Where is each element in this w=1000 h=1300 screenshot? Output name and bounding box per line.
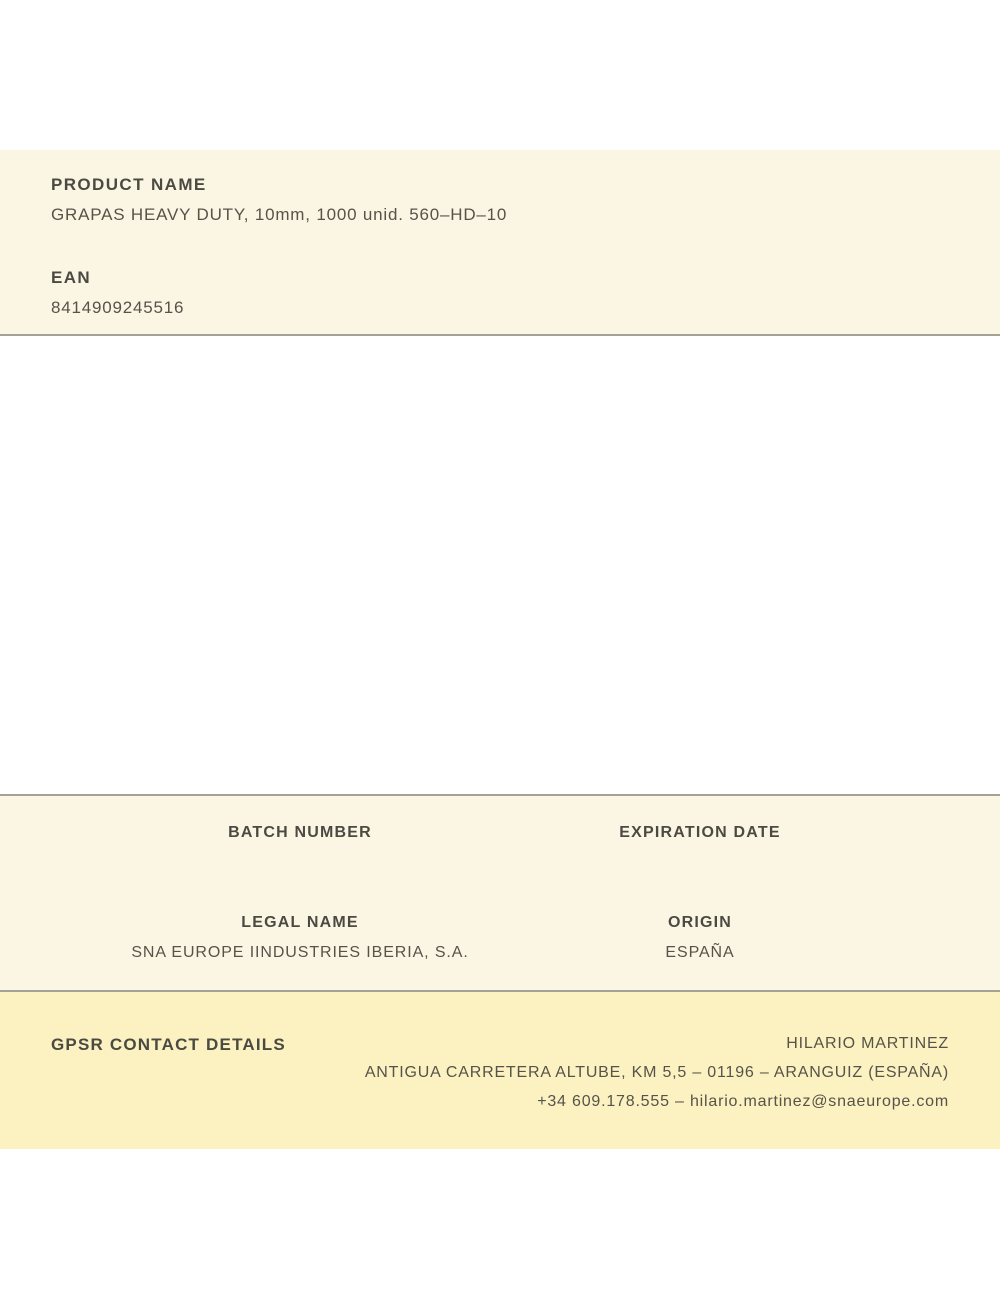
product-name-label: PRODUCT NAME [51, 175, 207, 194]
gpsr-contact-block [365, 1035, 949, 1111]
ean-value: 8414909245516 [51, 298, 185, 317]
contact-name: HILARIO MARTINEZ [786, 1035, 949, 1052]
contact-phone-email: +34 609.178.555 – hilario.martinez@snaeurope.com [537, 1093, 949, 1110]
origin-value: ESPAÑA [665, 944, 735, 961]
product-name-value: GRAPAS HEAVY DUTY, 10mm, 1000 unid. 560–HD–10 [51, 205, 508, 224]
legal-name-label: LEGAL NAME [241, 914, 359, 931]
legal-name-value: SNA EUROPE IINDUSTRIES IBERIA, S.A. [131, 944, 469, 961]
origin-column [500, 914, 900, 962]
gpsr-contact-label: GPSR CONTACT DETAILS [51, 1035, 286, 1054]
legal-name-column [100, 914, 500, 962]
origin-label: ORIGIN [667, 914, 733, 931]
expiration-date-column [500, 824, 900, 842]
legal-origin-row [100, 914, 900, 962]
contact-address: ANTIGUA CARRETERA ALTUBE, KM 5,5 – 01196 – ARANGUIZ (ESPAÑA) [364, 1064, 949, 1081]
ean-label: EAN [51, 268, 92, 287]
batch-number-column [100, 824, 500, 842]
batch-expiration-row [100, 824, 900, 842]
product-name-block [51, 175, 949, 225]
ean-block [51, 268, 949, 318]
expiration-date-label: EXPIRATION DATE [619, 824, 781, 841]
gpsr-contact-section [0, 992, 1000, 1149]
batch-number-label: BATCH NUMBER [228, 824, 372, 841]
batch-info-section [0, 794, 1000, 992]
product-info-section [0, 150, 1000, 336]
